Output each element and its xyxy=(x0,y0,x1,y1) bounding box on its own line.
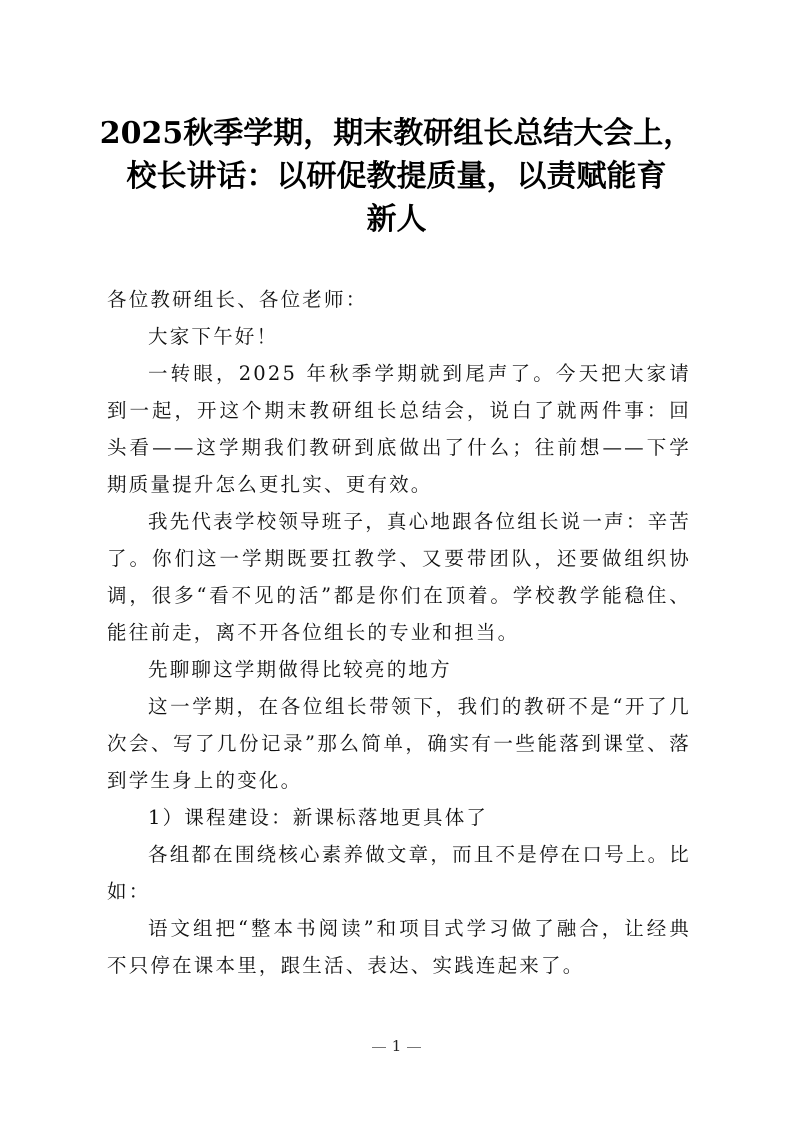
section-heading: 先聊聊这学期做得比较亮的地方 xyxy=(148,658,452,681)
subsection-heading: 1）课程建设：新课标落地更具体了 xyxy=(148,806,489,829)
document-body xyxy=(107,281,691,984)
dash-right xyxy=(407,1047,421,1048)
title-line-2: 校长讲话：以研促教提质量，以责赋能育 xyxy=(126,159,667,194)
paragraph: 各组都在围绕核心素养做文章，而且不是停在口号上。比如： xyxy=(107,843,691,903)
salutation: 各位教研组长、各位老师： xyxy=(107,288,368,311)
paragraph: 我先代表学校领导班子，真心地跟各位组长说一声：辛苦了。你们这一学期既要扛教学、又要带团队，还要做组织协调，很多“看不见的活”都是你们在顶着。学校教学能稳住、能往前走，离不开各位组长的专业和担当。 xyxy=(107,510,691,644)
paragraph: 语文组把“整本书阅读”和项目式学习做了融合，让经典不只停在课本里，跟生活、表达、实践连起来了。 xyxy=(107,917,691,977)
paragraph: 一转眼，2025 年秋季学期就到尾声了。今天把大家请到一起，开这个期末教研组长总结会，说白了就两件事：回头看——这学期我们教研到底做出了什么；往前想——下学期质量提升怎么更扎实、更有效。 xyxy=(107,362,691,496)
title-line-3: 新人 xyxy=(366,202,427,237)
title-line-1: 2025秋季学期，期末教研组长总结大会上， xyxy=(99,116,694,151)
page-number: 1 xyxy=(391,1037,402,1055)
dash-left xyxy=(372,1047,386,1048)
paragraph: 这一学期，在各位组长带领下，我们的教研不是“开了几次会、写了几份记录”那么简单，确实有一些能落到课堂、落到学生身上的变化。 xyxy=(107,695,691,792)
document-title xyxy=(80,112,713,241)
greeting: 大家下午好！ xyxy=(148,325,279,348)
page-footer xyxy=(0,1037,793,1055)
